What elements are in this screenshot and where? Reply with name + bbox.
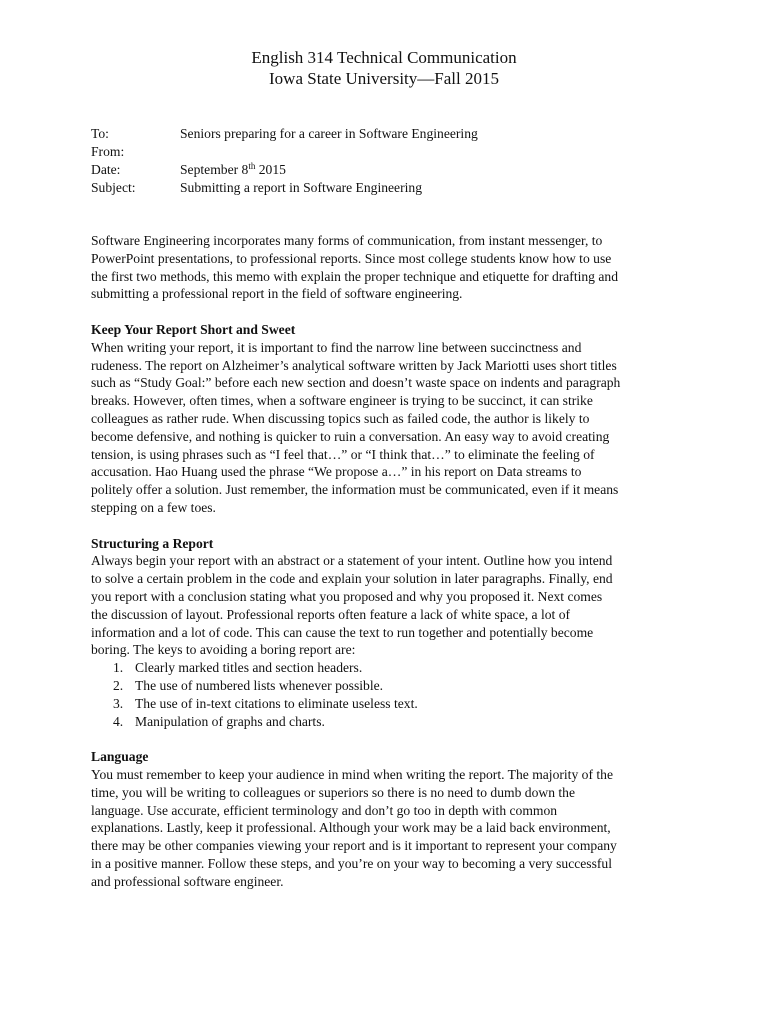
section-heading: Language [91,749,149,765]
list-item [91,695,691,713]
text-line: When writing your report, it is important to find the narrow line between succinctness and [91,339,582,355]
text-line: the discussion of layout. Professional reports often feature a lack of white space, a lot of [91,606,571,622]
list-item [91,677,691,695]
text-line: to solve a certain problem in the code and explain your solution in later paragraphs. Finally, end [91,571,613,587]
text-line: colleagues as rather rude. When discussing topics such as failed code, the author is likely to [91,410,590,426]
memo-body [91,232,691,890]
text-line: language. Use accurate, efficient terminology and don’t go too in depth with common [91,802,558,818]
text-line: become defensive, and nothing is quicker to ruin a conversation. An easy way to avoid creating [91,428,610,444]
memo-from-label: From: [91,144,125,159]
text-line: rudeness. The report on Alzheimer’s analytical software written by Jack Mariotti uses short titles [91,357,617,373]
section-language [91,748,691,890]
list-text: Manipulation of graphs and charts. [135,713,325,729]
list-number: 3. [113,695,124,711]
memo-block [91,125,691,197]
document-header [0,47,768,89]
text-line: Software Engineering incorporates many forms of communication, from instant messenger, to [91,233,603,248]
text-line: boring. The keys to avoiding a boring report are: [91,642,356,658]
text-line: accusation. Hao Huang used the phrase “We propose a…” in his report on Data streams to [91,464,582,480]
list-number: 2. [113,677,124,693]
text-line: such as “Study Goal:” before each new section and doesn’t waste space on indents and paragraph [91,375,621,391]
text-line: submitting a professional report in the field of software engineering. [91,286,463,302]
list-text: Clearly marked titles and section headers. [135,660,363,676]
list-text: The use of numbered lists whenever possible. [135,677,384,693]
text-line: stepping on a few toes. [91,499,216,515]
memo-date-suffix: th [248,161,256,171]
text-line: explanations. Lastly, keep it professional. Although your work may be a laid back environment, [91,820,611,836]
text-line: Always begin your report with an abstract or a statement of your intent. Outline how you intend [91,553,613,569]
section-short-and-sweet [91,321,691,517]
text-line: you report with a conclusion stating what you proposed and why you proposed it. Next comes [91,588,603,604]
text-line: in a positive manner. Follow these steps, and you’re on your way to becoming a very successful [91,855,612,871]
memo-subject-label: Subject: [91,180,136,195]
text-line: PowerPoint presentations, to professional reports. Since most college students know how to use [91,250,612,266]
section-heading: Structuring a Report [91,535,214,551]
memo-date-label: Date: [91,162,121,177]
text-line: politely offer a solution. Just remember, the information must be communicated, even if it means [91,482,619,498]
list-item [91,713,691,731]
memo-subject-value: Submitting a report in Software Engineering [180,180,422,195]
list-text: The use of in-text citations to eliminate useless text. [135,695,418,711]
text-line: tension, is using phrases such as “I feel that…” or “I think that…” to eliminate the feeling of [91,446,595,462]
section-heading: Keep Your Report Short and Sweet [91,321,296,337]
memo-to-label: To: [91,126,109,141]
text-line: You must remember to keep your audience in mind when writing the report. The majority of the [91,766,613,782]
list-number: 4. [113,713,124,729]
numbered-list [91,659,691,730]
section-structuring [91,535,691,731]
memo-subject-row [91,179,691,197]
text-line: information and a lot of code. This can cause the text to run together and potentially become [91,624,594,640]
list-number: 1. [113,660,124,676]
memo-to-row [91,125,691,143]
text-line: and professional software engineer. [91,873,284,889]
text-line: there may be other companies viewing your report and is it important to represent your company [91,838,617,854]
text-line: the first two methods, this memo with explain the proper technique and etiquette for drafting and [91,268,618,284]
memo-from-row [91,143,691,161]
text-line: time, you will be writing to colleagues or superiors so there is no need to dumb down the [91,784,575,800]
memo-date-day: September 8 [180,162,249,177]
intro-paragraph [91,232,691,303]
memo-to-value: Seniors preparing for a career in Software Engineering [180,126,478,141]
course-title: English 314 Technical Communication [251,48,517,67]
university-term: Iowa State University—Fall 2015 [269,69,499,88]
memo-date-value [180,161,286,179]
list-item [91,659,691,677]
text-line: breaks. However, often times, when a software engineer is trying to be succinct, it can strike [91,393,593,409]
memo-date-year: 2015 [255,162,286,177]
memo-date-row [91,161,691,179]
